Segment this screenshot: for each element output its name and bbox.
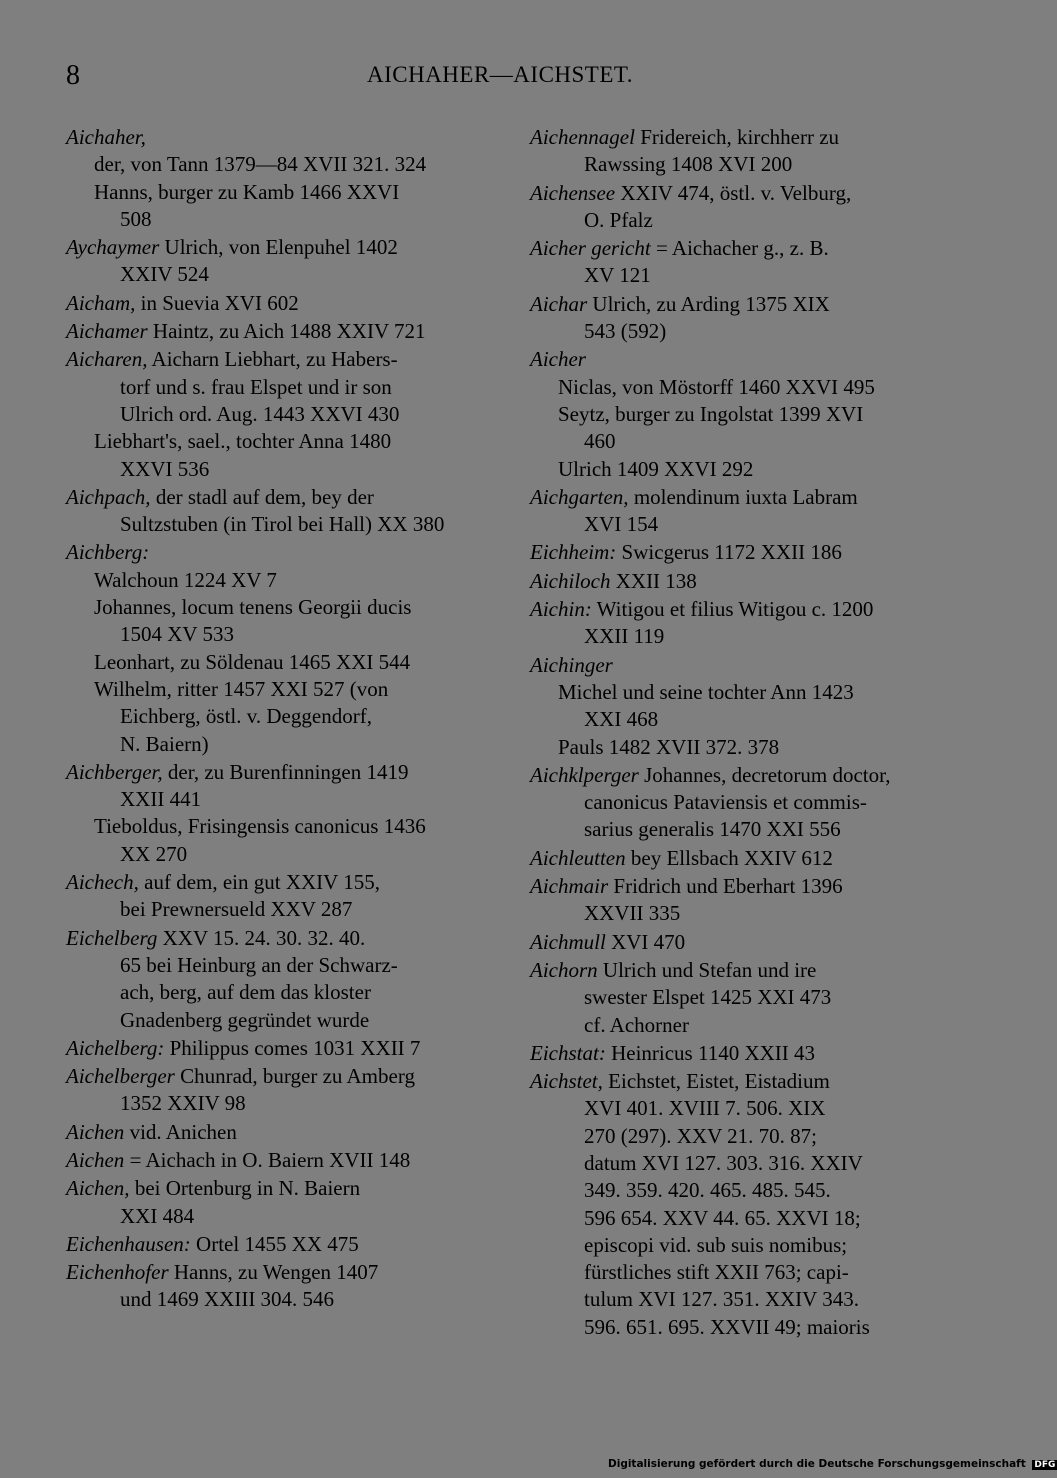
entry-text: cf. Achorner [584, 1012, 689, 1037]
entry-text: Fridereich, kirchherr zu [634, 125, 840, 149]
entry-line [530, 1150, 950, 1177]
entry-first-line [66, 1175, 488, 1202]
entry-text: XVI 401. XVIII 7. 506. XIX [584, 1096, 826, 1121]
index-entry [66, 1035, 488, 1062]
index-entry [66, 318, 488, 345]
entry-headword: Aichberger, [66, 759, 163, 784]
entry-line [66, 621, 488, 648]
entry-text: Ulrich 1409 XXVI 292 [558, 456, 754, 481]
entry-first-line [66, 290, 488, 317]
entry-text: O. Pfalz [584, 207, 653, 232]
index-entry [66, 925, 488, 1034]
entry-first-line [66, 346, 488, 373]
entry-line [66, 731, 488, 758]
entry-line [66, 1203, 488, 1230]
entry-text: 596. 651. 695. XXVII 49; maioris [584, 1314, 870, 1339]
entry-first-line [66, 925, 488, 952]
entry-line [530, 623, 950, 650]
entry-text: bei Prewnersueld XXV 287 [120, 897, 353, 922]
entry-first-line [66, 318, 488, 345]
entry-first-line [530, 484, 950, 511]
entry-first-line [66, 1119, 488, 1146]
entry-text: Walchoun 1224 XV 7 [94, 567, 277, 592]
entry-first-line [530, 291, 950, 318]
entry-headword: Aicher [530, 347, 586, 372]
entry-text: XXVI 536 [120, 456, 210, 481]
entry-text: Hanns, burger zu Kamb 1466 XXVI [94, 179, 400, 204]
entry-line [530, 816, 950, 843]
entry-text: Rawssing 1408 XVI 200 [584, 152, 793, 177]
index-entry [66, 124, 488, 233]
entry-headword: Aichaher, [66, 125, 146, 149]
entry-text: 270 (297). XXV 21. 70. 87; [584, 1123, 817, 1148]
entry-headword: Aichen [66, 1147, 125, 1172]
entry-line [530, 679, 950, 706]
index-entry [530, 235, 950, 290]
entry-text: XX 270 [120, 841, 188, 866]
entry-text: und 1469 XXIII 304. 546 [120, 1287, 335, 1312]
entry-text: canonicus Pataviensis et commis- [584, 790, 867, 815]
entry-text: XXV 15. 24. 30. 32. 40. [157, 925, 366, 950]
index-entry [66, 1119, 488, 1146]
index-entry [66, 346, 488, 482]
entry-line [66, 1090, 488, 1117]
entry-text: XXIV 524 [120, 262, 209, 287]
entry-first-line [530, 346, 950, 373]
entry-line [530, 1123, 950, 1150]
entry-text: Michel und seine tochter Ann 1423 [558, 679, 854, 704]
entry-first-line [66, 869, 488, 896]
entry-line [530, 262, 950, 289]
entry-headword: Eichenhofer [66, 1260, 169, 1285]
entry-headword: Eichenhausen: [66, 1231, 191, 1256]
entry-line [66, 1007, 488, 1034]
entry-text: sarius generalis 1470 XXI 556 [584, 817, 841, 842]
index-entry [66, 869, 488, 924]
entry-text: Wilhelm, ritter 1457 XXI 527 (von [94, 676, 389, 701]
entry-first-line [66, 1259, 488, 1286]
page-number: 8 [66, 60, 80, 91]
entry-line [530, 734, 950, 761]
entry-headword: Eichstat: [530, 1040, 606, 1065]
entry-text: der, zu Burenfinningen 1419 [162, 759, 409, 784]
entry-text: 65 bei Heinburg an der Schwarz- [120, 952, 398, 977]
entry-line [66, 401, 488, 428]
entry-headword: Aichstet, [530, 1069, 603, 1094]
entry-line [530, 1012, 950, 1039]
entry-text: tulum XVI 127. 351. XXIV 343. [584, 1287, 859, 1312]
entry-line [66, 813, 488, 840]
entry-text: bey Ellsbach XXIV 612 [625, 845, 833, 870]
entry-first-line [530, 652, 950, 679]
entry-text: Ortel 1455 XX 475 [190, 1231, 359, 1256]
entry-text: episcopi vid. sub suis nomibus; [584, 1232, 848, 1257]
entry-headword: Aichamer [66, 319, 148, 344]
left-column [66, 124, 488, 1315]
entry-line [530, 789, 950, 816]
entry-line [66, 979, 488, 1006]
index-entry [66, 1259, 488, 1314]
entry-text: XXIV 474, östl. v. Velburg, [615, 180, 852, 205]
entry-text: Philippus comes 1031 XXII 7 [164, 1035, 421, 1060]
entry-headword: Aichar [530, 291, 588, 316]
entry-headword: Aichelberg: [66, 1035, 165, 1060]
entry-line [530, 706, 950, 733]
entry-text: Heinricus 1140 XXII 43 [605, 1040, 816, 1065]
index-entry [530, 291, 950, 346]
index-entry [530, 346, 950, 482]
entry-line [530, 374, 950, 401]
index-entry [530, 596, 950, 651]
index-entry [530, 484, 950, 539]
entry-headword: Aichpach, [66, 484, 151, 509]
entry-line [530, 207, 950, 234]
entry-first-line [530, 1068, 950, 1095]
entry-text: 1352 XXIV 98 [120, 1091, 246, 1116]
index-entry [530, 845, 950, 872]
index-entry [66, 539, 488, 757]
entry-text: Ulrich und Stefan und ire [597, 957, 817, 982]
entry-text: der, von Tann 1379—84 XVII 321. 324 [94, 152, 427, 177]
entry-text: swester Elspet 1425 XXI 473 [584, 985, 832, 1010]
index-entry [66, 1147, 488, 1174]
entry-line [66, 151, 488, 178]
entry-first-line [530, 1040, 950, 1067]
index-entry [66, 1063, 488, 1118]
entry-text: Chunrad, burger zu Amberg [174, 1064, 415, 1089]
entry-line [530, 1232, 950, 1259]
entry-text: torf und s. frau Elspet und ir son [120, 374, 392, 399]
entry-text: Johannes, locum tenens Georgii ducis [94, 595, 412, 620]
entry-first-line [66, 539, 488, 566]
entry-line [66, 179, 488, 206]
entry-text: XVI 154 [584, 512, 659, 537]
entry-line [66, 896, 488, 923]
entry-first-line [530, 124, 950, 151]
entry-text: Fridrich und Eberhart 1396 [608, 874, 843, 899]
entry-first-line [530, 845, 950, 872]
entry-text: Eichberg, östl. v. Deggendorf, [120, 704, 372, 729]
entry-headword: Aichech, [66, 870, 139, 895]
entry-first-line [530, 235, 950, 262]
entry-text: Ulrich, zu Arding 1375 XIX [587, 291, 830, 316]
entry-first-line [66, 1035, 488, 1062]
entry-text: auf dem, ein gut XXIV 155, [138, 870, 380, 895]
entry-headword: Aicham, [66, 290, 136, 315]
entry-line [66, 676, 488, 703]
entry-headword: Aichklperger [530, 762, 639, 787]
entry-headword: Aichin: [530, 597, 592, 622]
entry-text: XV 121 [584, 263, 651, 288]
entry-text: = Aichach in O. Baiern XVII 148 [124, 1147, 411, 1172]
entry-line [66, 649, 488, 676]
entry-text: Hanns, zu Wengen 1407 [168, 1260, 379, 1285]
entry-text: Gnadenberg gegründet wurde [120, 1007, 370, 1032]
entry-first-line [530, 762, 950, 789]
entry-headword: Aichinger [530, 652, 613, 677]
entry-text: Eichstet, Eistet, Eistadium [602, 1069, 830, 1094]
entry-text: XXII 138 [610, 568, 697, 593]
entry-line [530, 428, 950, 455]
entry-first-line [66, 1063, 488, 1090]
entry-headword: Aichberg: [66, 540, 150, 565]
entry-text: datum XVI 127. 303. 316. XXIV [584, 1150, 863, 1175]
entry-line [530, 151, 950, 178]
entry-text: molendinum iuxta Labram [628, 484, 858, 509]
entry-text: Pauls 1482 XVII 372. 378 [558, 734, 780, 759]
entry-line [530, 1259, 950, 1286]
entry-text: Seytz, burger zu Ingolstat 1399 XVI [558, 401, 864, 426]
entry-text: Haintz, zu Aich 1488 XXIV 721 [147, 319, 426, 344]
entry-text: XVI 470 [605, 929, 686, 954]
entry-text: Leonhart, zu Söldenau 1465 XXI 544 [94, 649, 411, 674]
entry-text: bei Ortenburg in N. Baiern [129, 1176, 361, 1201]
entry-text: Ulrich ord. Aug. 1443 XXVI 430 [120, 401, 400, 426]
entry-line [66, 567, 488, 594]
entry-line [530, 984, 950, 1011]
entry-first-line [66, 234, 488, 261]
entry-text: XXII 119 [584, 624, 665, 649]
index-entry [530, 180, 950, 235]
dfg-logo: DFG [1034, 1460, 1056, 1470]
entry-line [66, 594, 488, 621]
entry-headword: Aichmair [530, 874, 609, 899]
entry-first-line [66, 1231, 488, 1258]
entry-line [530, 1095, 950, 1122]
entry-text: Sultzstuben (in Tirol bei Hall) XX 380 [120, 512, 445, 537]
index-entry [66, 759, 488, 868]
entry-first-line [66, 759, 488, 786]
index-entry [530, 957, 950, 1039]
entry-line [530, 1205, 950, 1232]
index-entry [530, 1040, 950, 1067]
entry-line [66, 952, 488, 979]
index-entry [530, 539, 950, 566]
entry-headword: Aichorn [530, 957, 598, 982]
entry-line [530, 1177, 950, 1204]
entry-text: Aicharn Liebhart, zu Habers- [147, 347, 398, 372]
entry-line [66, 428, 488, 455]
entry-text: 460 [584, 429, 616, 454]
entry-headword: Aichennagel [530, 125, 635, 149]
entry-headword: Aychaymer [66, 235, 160, 260]
entry-headword: Aichmull [530, 929, 606, 954]
index-entry [530, 762, 950, 844]
index-entry [530, 124, 950, 179]
entry-text: Ulrich, von Elenpuhel 1402 [159, 235, 398, 260]
entry-line [66, 786, 488, 813]
entry-text: Johannes, decretorum doctor, [638, 762, 891, 787]
entry-text: vid. Anichen [124, 1119, 237, 1144]
entry-line [66, 261, 488, 288]
index-entry [66, 1231, 488, 1258]
entry-line [66, 511, 488, 538]
running-head: AICHAHER—AICHSTET. [366, 62, 634, 87]
entry-first-line [66, 124, 488, 151]
entry-headword: Aichleutten [530, 845, 626, 870]
entry-text: in Suevia XVI 602 [135, 290, 299, 315]
entry-text: Liebhart's, sael., tochter Anna 1480 [94, 429, 392, 454]
entry-headword: Aichgarten, [530, 484, 629, 509]
entry-text: XXVII 335 [584, 901, 681, 926]
entry-line [530, 318, 950, 345]
entry-first-line [530, 539, 950, 566]
entry-headword: Eichheim: [530, 540, 617, 565]
entry-line [66, 703, 488, 730]
entry-text: ach, berg, auf dem das kloster [120, 980, 371, 1005]
page-header [0, 60, 1000, 100]
entry-text: XXI 468 [584, 707, 659, 732]
index-entry [66, 290, 488, 317]
entry-text: 508 [120, 206, 152, 231]
entry-first-line [530, 180, 950, 207]
entry-text: fürstliches stift XXII 763; capi- [584, 1260, 849, 1285]
entry-text: XXII 441 [120, 787, 202, 812]
entry-line [66, 456, 488, 483]
index-entry [530, 568, 950, 595]
entry-headword: Eichelberg [66, 925, 158, 950]
index-entry [530, 929, 950, 956]
entry-headword: Aichen, [66, 1176, 130, 1201]
entry-text: XXI 484 [120, 1203, 195, 1228]
entry-line [66, 1286, 488, 1313]
index-entry [66, 484, 488, 539]
entry-headword: Aichiloch [530, 568, 611, 593]
footer-text: Digitalisierung gefördert durch die Deutsche Forschungsgemeinschaft [608, 1458, 1026, 1470]
entry-line [66, 841, 488, 868]
index-entry [530, 652, 950, 761]
entry-text: = Aichacher g., z. B. [650, 236, 829, 261]
entry-text: 596 654. XXV 44. 65. XXVI 18; [584, 1205, 861, 1230]
entry-headword: Aichen [66, 1119, 125, 1144]
entry-line [530, 1286, 950, 1313]
entry-text: Witigou et filius Witigou c. 1200 [591, 597, 874, 622]
entry-line [530, 900, 950, 927]
entry-first-line [66, 484, 488, 511]
entry-text: der stadl auf dem, bey der [150, 484, 374, 509]
entry-text: Swicgerus 1172 XXII 186 [616, 540, 842, 565]
footer-credit [608, 1458, 1057, 1470]
entry-headword: Aichelberger [66, 1064, 175, 1089]
entry-text: 543 (592) [584, 319, 667, 344]
right-column [530, 124, 950, 1342]
entry-first-line [530, 873, 950, 900]
entry-line [530, 456, 950, 483]
entry-first-line [66, 1147, 488, 1174]
index-entry [66, 1175, 488, 1230]
entry-line [530, 401, 950, 428]
entry-first-line [530, 596, 950, 623]
index-entry [530, 873, 950, 928]
index-entry [66, 234, 488, 289]
entry-headword: Aicher gericht [530, 236, 651, 261]
entry-headword: Aichensee [530, 180, 616, 205]
entry-line [530, 511, 950, 538]
index-entry [530, 1068, 950, 1341]
entry-text: Niclas, von Möstorff 1460 XXVI 495 [558, 374, 875, 399]
entry-text: 349. 359. 420. 465. 485. 545. [584, 1178, 831, 1203]
entry-headword: Aicharen, [66, 347, 148, 372]
entry-line [66, 374, 488, 401]
entry-first-line [530, 568, 950, 595]
entry-text: Tieboldus, Frisingensis canonicus 1436 [94, 814, 426, 839]
entry-line [66, 206, 488, 233]
entry-text: 1504 XV 533 [120, 622, 234, 647]
entry-first-line [530, 929, 950, 956]
entry-first-line [530, 957, 950, 984]
entry-text: N. Baiern) [120, 731, 209, 756]
entry-line [530, 1314, 950, 1341]
